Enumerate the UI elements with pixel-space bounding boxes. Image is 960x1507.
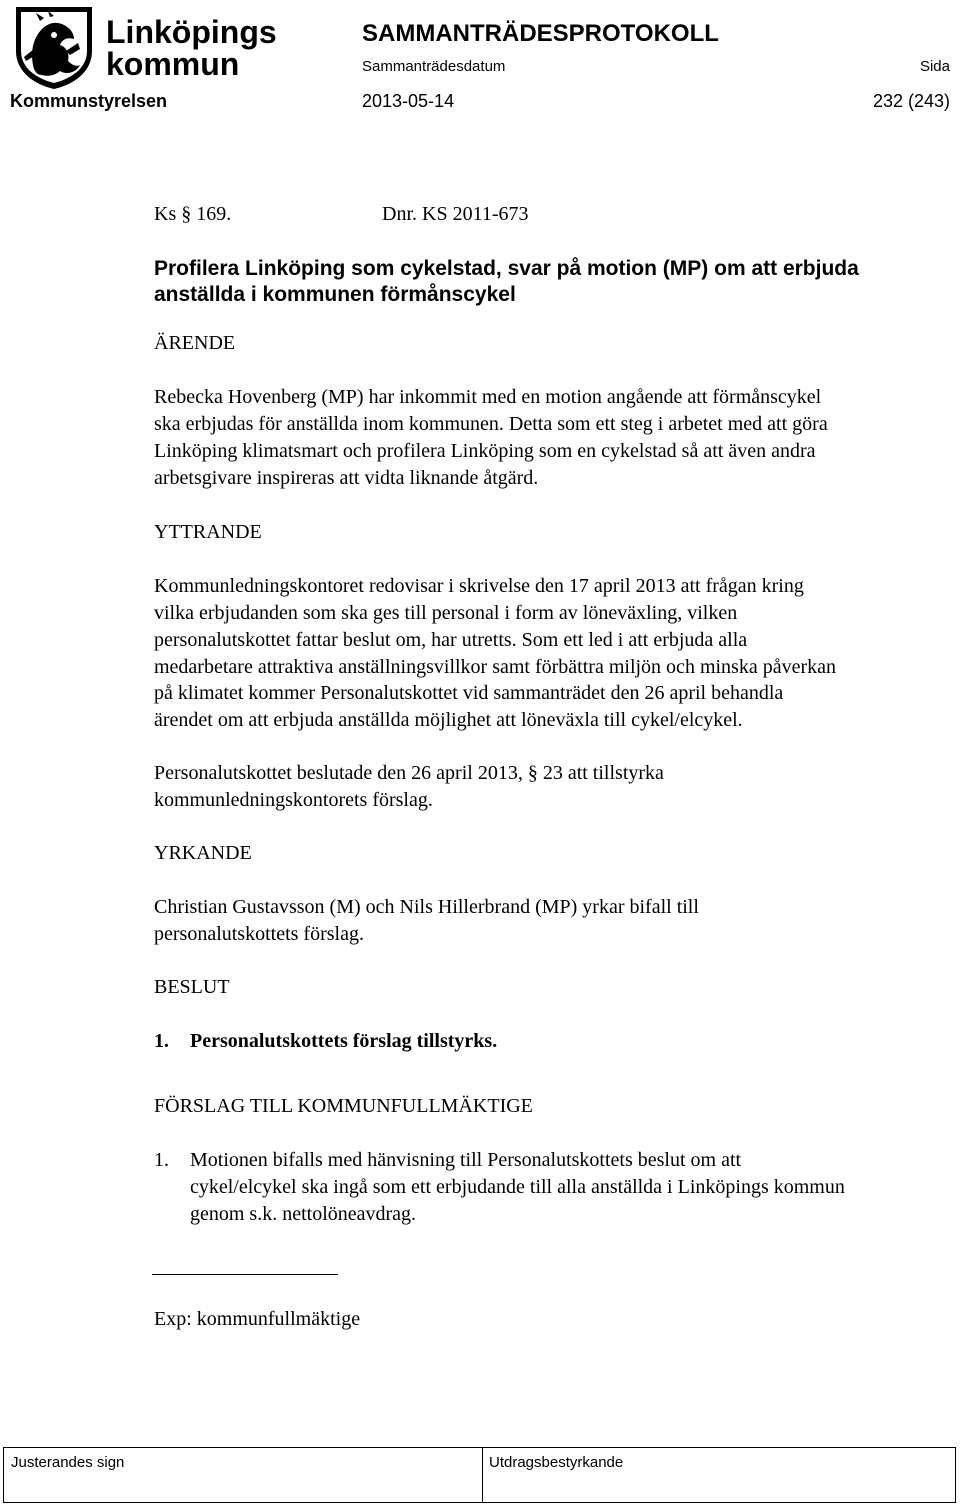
yrkande-line-2: personalutskottets förslag. — [154, 923, 364, 945]
forslag-item-number: 1. — [154, 1149, 169, 1171]
arende-line-3: Linköping klimatsmart och profilera Linköping som en cykelstad så att även andra — [154, 440, 816, 462]
meeting-date-label: Sammanträdesdatum — [362, 58, 506, 75]
yttrande-decision-line-1: Personalutskottet beslutade den 26 april 2013, § 23 att tillstyrka — [154, 762, 664, 784]
arende-line-4: arbetsgivare inspireras att vidta liknande åtgärd. — [154, 467, 539, 489]
page-number: 232 (243) — [872, 91, 950, 111]
forslag-item-line-1: Motionen bifalls med hänvisning till Personalutskottets beslut om att — [190, 1149, 742, 1171]
beslut-item-number: 1. — [154, 1030, 169, 1052]
yttrande-line-1: Kommunledningskontoret redovisar i skrivelse den 17 april 2013 att frågan kring — [154, 575, 804, 597]
logo-text-line1: Linköpings — [106, 14, 277, 50]
case-title-line-1: Profilera Linköping som cykelstad, svar på motion (MP) om att erbjuda — [154, 257, 859, 280]
coat-of-arms-lion-icon — [10, 3, 98, 90]
arende-line-2: ska erbjudas för anställda inom kommunen. Detta som ett steg i arbetet med att göra — [154, 413, 828, 435]
case-dnr: Dnr. KS 2011-673 — [382, 203, 529, 225]
organization-name: Kommunstyrelsen — [10, 91, 168, 111]
forslag-item-line-3: genom s.k. nettolöneavdrag. — [190, 1203, 417, 1225]
signature-rule — [152, 1274, 338, 1275]
meeting-date: 2013-05-14 — [362, 91, 455, 111]
footer-label-justerandes-sign: Justerandes sign — [11, 1454, 125, 1471]
case-title-line-2: anställda i kommunen förmånscykel — [154, 283, 516, 306]
logo-text-line2: kommun — [106, 46, 240, 82]
yttrande-line-4: medarbetare attraktiva anställningsvillkor samt förbättra miljön och minska påverkan — [154, 656, 837, 678]
arende-line-1: Rebecka Hovenberg (MP) har inkommit med en motion angående att förmånscykel — [154, 386, 822, 408]
footer-label-utdragsbestyrkande: Utdragsbestyrkande — [489, 1454, 624, 1471]
beslut-item-text: Personalutskottets förslag tillstyrks. — [190, 1030, 498, 1052]
yttrande-line-5: på klimatet kommer Personalutskottet vid sammanträdet den 26 april behandla — [154, 682, 784, 704]
section-heading-arende: ÄRENDE — [154, 332, 236, 354]
document-title: SAMMANTRÄDESPROTOKOLL — [362, 20, 719, 47]
section-number: Ks § 169. — [154, 203, 232, 225]
section-heading-forslag: FÖRSLAG TILL KOMMUNFULLMÄKTIGE — [154, 1095, 533, 1117]
section-heading-yrkande: YRKANDE — [154, 842, 252, 864]
expedition-note: Exp: kommunfullmäktige — [154, 1308, 361, 1330]
yttrande-line-2: vilka erbjudanden som ska ges till personal i form av löneväxling, vilken — [154, 602, 738, 624]
section-heading-beslut: BESLUT — [154, 976, 230, 998]
footer-divider — [482, 1448, 483, 1502]
section-heading-yttrande: YTTRANDE — [154, 521, 262, 543]
yttrande-decision-line-2: kommunledningskontorets förslag. — [154, 789, 433, 811]
yrkande-line-1: Christian Gustavsson (M) och Nils Hillerbrand (MP) yrkar bifall till — [154, 896, 699, 918]
yttrande-line-6: ärendet om att erbjuda anställda möjlighet att löneväxla till cykel/elcykel. — [154, 709, 743, 731]
page-label: Sida — [919, 58, 950, 75]
yttrande-line-3: personalutskottet fattar beslut om, har utretts. Som ett led i att erbjuda alla — [154, 629, 748, 651]
footer-signature-box — [3, 1447, 956, 1503]
forslag-item-line-2: cykel/elcykel ska ingå som ett erbjudande till alla anställda i Linköpings kommun — [190, 1176, 845, 1198]
